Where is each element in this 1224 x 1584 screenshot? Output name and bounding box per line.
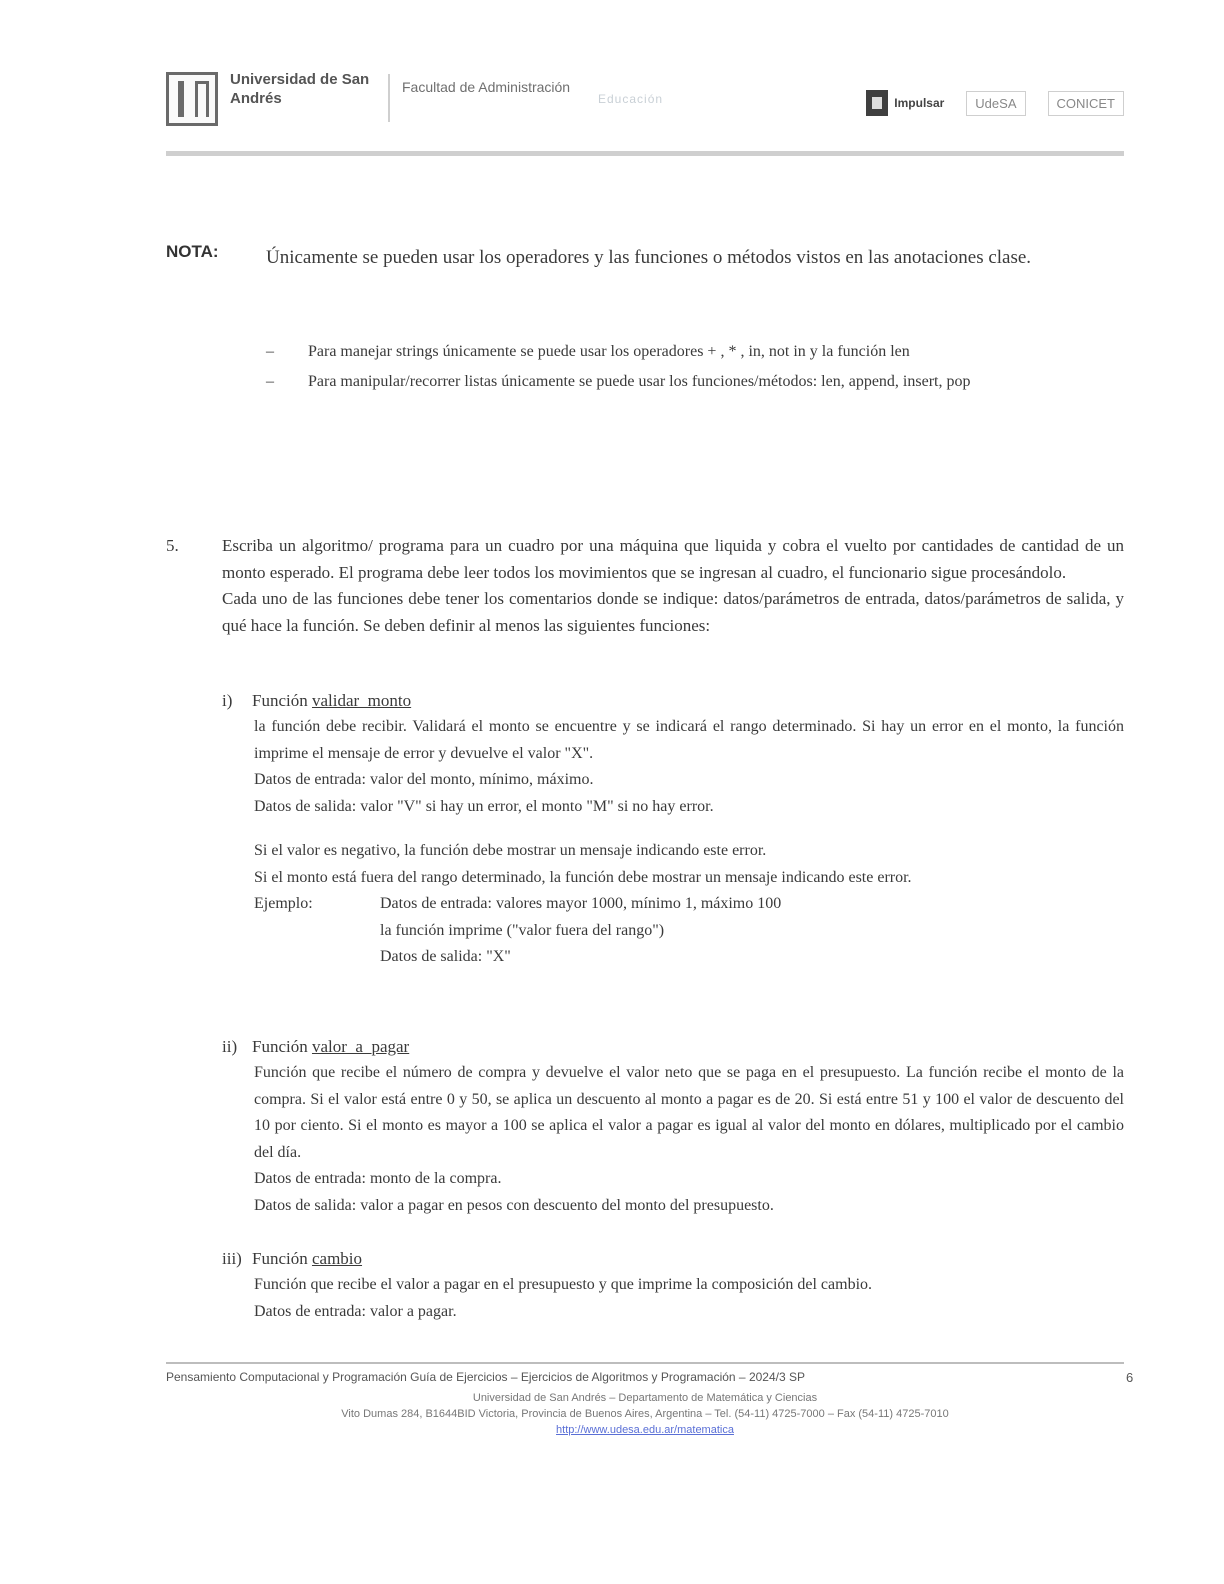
note-bullet-text: Para manejar strings únicamente se puede usar los operadores + , * , in, not in y la función len [308,343,910,360]
partner-logo-icon [866,90,888,116]
function-line: Si el monto está fuera del rango determinado, la función debe mostrar un mensaje indicando este error. [254,868,912,886]
university-name: Universidad de San Andrés [230,71,370,107]
function-line: la función debe recibir. Validará el monto se encuentre y se indicará el rango determinado. Si hay un error en el monto, la función imprime el mensaje de error y devuelve el valor "X". [254,718,1124,762]
example-label: Ejemplo: [254,895,313,912]
page-number: 6 [1126,1370,1134,1385]
tertiary-logo: CONICET [1048,91,1125,116]
function-bullet: ii) [222,1037,238,1056]
exercise-paragraph: Escriba un algoritmo/ programa para un cuadro por una máquina que liquida y cobra el vuelto por cantidades de cantidad de un monto esperado. El programa debe leer todos los movimientos que se ingresan al cuadro, el funcionario sigue procesándolo. [222,536,1124,582]
faculty-subtitle: Educación [598,92,664,106]
function-description [254,1060,1124,1219]
page-header [166,68,1124,130]
example-line: Datos de salida: "X" [380,948,511,965]
function-line: Función que recibe el número de compra y devuelve el valor neto que se paga en el presupuesto. La función recibe el monto de la compra. Si el valor está entre 0 y 50, se aplica un descuento al monto a pagar es de 20. Si está entre 51 y 100 el valor de descuento del 10 por ciento. Si el monto es mayor a 100 se aplica el valor a pagar es igual al valor del monto en dólares, multiplicado por el cambio del día. [254,1064,1124,1161]
function-description [254,714,1124,971]
function-title [222,688,1124,714]
exercise-statement [222,533,1124,639]
function-prefix: Función [252,1249,312,1268]
note-text: Únicamente se pueden usar los operadores y las funciones o métodos vistos en las anotaciones clase. [266,247,1032,268]
exercise-number: 5. [166,536,179,555]
footer-line: Vito Dumas 284, B1644BID Victoria, Provincia de Buenos Aires, Argentina – Tel. (54-11) 4725-7000 – Fax (54-11) 4725-7010 [341,1408,949,1420]
note-bullet [266,368,1124,396]
function-name: valor_a_pagar [311,1037,410,1056]
footer-line: Universidad de San Andrés – Departamento de Matemática y Ciencias [472,1392,818,1404]
header-divider [388,74,390,122]
university-logo-icon [166,72,218,126]
function-name: cambio [311,1249,363,1268]
secondary-logo: UdeSA [966,91,1025,116]
example-label-spacer [254,944,380,971]
function-line: Datos de entrada: valor a pagar. [254,1302,457,1320]
note-bullet-text: Para manipular/recorrer listas únicamente se puede usar los funciones/métodos: len, append, insert, pop [308,373,971,390]
example-row [254,918,1124,945]
function-title [222,1034,1124,1060]
header-rule [166,151,1124,156]
function-block-validar-monto [222,688,1124,971]
example-line: la función imprime ("valor fuera del rango") [380,921,665,939]
note-bullet-list [266,338,1124,398]
partner-logo-text: Impulsar [894,96,945,110]
function-block-cambio [222,1246,1124,1325]
example-line: Datos de entrada: valores mayor 1000, mínimo 1, máximo 100 [380,895,782,912]
function-prefix: Función [252,691,312,710]
function-description [254,1272,1124,1325]
footer-address [166,1390,1124,1438]
spacer [254,820,1124,838]
example-label-spacer [254,918,380,945]
example-row [254,891,1124,918]
dash-icon: – [266,373,274,390]
function-name: validar_monto [311,691,412,710]
function-line: Datos de salida: valor a pagar en pesos con descuento del monto del presupuesto. [254,1196,774,1214]
partner-logos [866,86,1124,120]
note-label: NOTA: [166,242,219,261]
function-line: Función que recibe el valor a pagar en el presupuesto y que imprime la composición del cambio. [254,1276,873,1293]
partner-logo [866,90,944,116]
example-row [254,944,1124,971]
function-line: Datos de entrada: valor del monto, mínimo, máximo. [254,771,594,788]
function-bullet: iii) [222,1249,242,1268]
exercise-paragraph: Cada uno de las funciones debe tener los comentarios donde se indique: datos/parámetros de entrada, datos/parámetros de salida, y qué hace la función. Se deben definir al menos las siguientes funciones: [222,589,1124,635]
function-prefix: Función [252,1037,312,1056]
footer-title: Pensamiento Computacional y Programación Guía de Ejercicios – Ejercicios de Algoritmos y Programación – 2024/3 SP [166,1370,805,1384]
faculty-name: Facultad de Administración [402,79,571,95]
function-line: Si el valor es negativo, la función debe mostrar un mensaje indicando este error. [254,842,767,859]
function-line: Datos de entrada: monto de la compra. [254,1170,502,1187]
dash-icon: – [266,343,274,360]
function-title [222,1246,1124,1272]
footer-link[interactable]: http://www.udesa.edu.ar/matematica [556,1424,734,1436]
note-bullet [266,338,1124,366]
function-block-valor-a-pagar [222,1034,1124,1219]
function-bullet: i) [222,691,233,710]
footer-rule [166,1362,1124,1364]
function-line: Datos de salida: valor "V" si hay un error, el monto "M" si no hay error. [254,797,714,815]
